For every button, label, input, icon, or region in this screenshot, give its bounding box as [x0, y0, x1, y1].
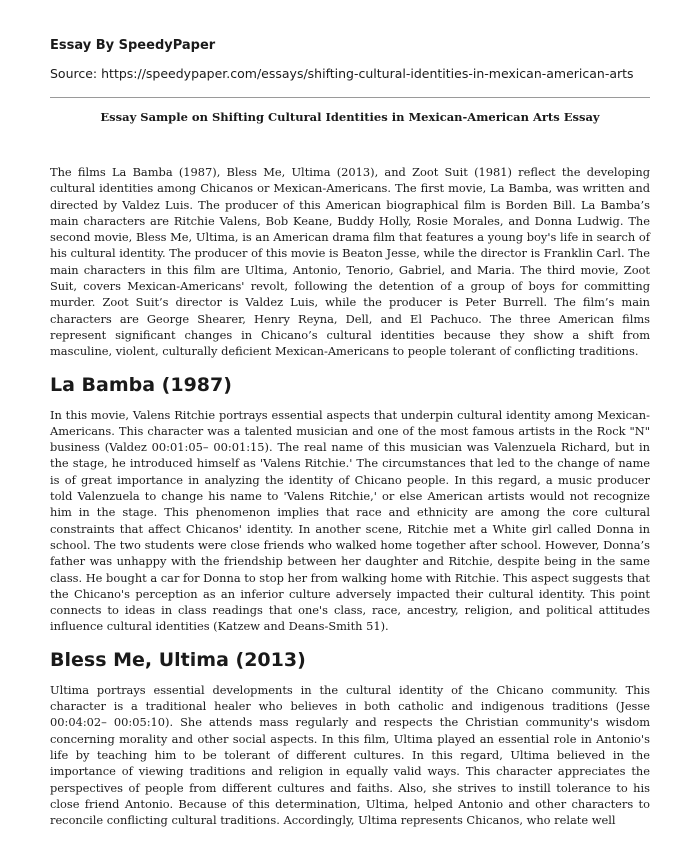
- section-heading-bless-me-ultima: Bless Me, Ultima (2013): [50, 648, 306, 671]
- section-paragraph-la-bamba: In this movie, Valens Ritchie portrays essential aspects that underpin cultural identity among Mexican-Americans. This character was a talented musician and one of the most famous artists in the Rock "N" business (Valdez 00:01:05– 00:01:15). The real name of this musician was Valenzuela Richard, but in the stage, he introduced himself as 'Valens Ritchie.' The circumstances that led to the change of name is of great importance in analyzing the identity of Chicano people. In this regard, a music producer told Valenzuela to change his name to 'Valens Ritchie,' or else American artists would not recognize him in the stage. This phenomenon implies that race and ethnicity are among the core cultural constraints that affect Chicanos' identity. In another scene, Ritchie met a White girl called Donna in school. The two students were close friends who walked home together after school. However, Donna’s father was unhappy with the friendship between her daughter and Ritchie, despite being in the same class. He bought a car for Donna to stop her from walking home with Ritchie. This aspect suggests that the Chicano's perception as an inferior culture adversely impacted their cultural identity. This point connects to ideas in class readings that one's class, race, ancestry, religion, and political attitudes influence cultural identities (Katzew and Deans-Smith 51).: [50, 407, 650, 634]
- intro-paragraph: The films La Bamba (1987), Bless Me, Ultima (2013), and Zoot Suit (1981) reflect the developing cultural identities among Chicanos or Mexican-Americans. The first movie, La Bamba, was written and directed by Valdez Luis. The producer of this American biographical film is Borden Bill. La Bamba’s main characters are Ritchie Valens, Bob Keane, Buddy Holly, Rosie Morales, and Donna Ludwig. The second movie, Bless Me, Ultima, is an American drama film that features a young boy's life in search of his cultural identity. The producer of this movie is Beaton Jesse, while the director is Franklin Carl. The main characters in this film are Ultima, Antonio, Tenorio, Gabriel, and Maria. The third movie, Zoot Suit, covers Mexican-Americans' revolt, following the detention of a group of boys for committing murder. Zoot Suit’s director is Valdez Luis, while the producer is Peter Burrell. The film’s main characters are George Shearer, Henry Reyna, Dell, and El Pachuco. The three American films represent significant changes in Chicano’s cultural identities because they show a shift from masculine, violent, culturally deficient Mexican-Americans to people tolerant of conflicting traditions.: [50, 165, 650, 359]
- divider: [50, 97, 650, 98]
- section-paragraph-bless-me-ultima: Ultima portrays essential developments in the cultural identity of the Chicano community. This character is a traditional healer who believes in both catholic and indigenous traditions (Jesse 00:04:02– 00:05:10). She attends mass regularly and respects the Christian community's wisdom concerning morality and other social aspects. In this film, Ultima played an essential role in Antonio's life by teaching him to be tolerant of different cultures. In this regard, Ultima believed in the importance of viewing traditions and religion in equally valid ways. This character appreciates the perspectives of people from different cultures and faiths. Also, she strives to instill tolerance to his close friend Antonio. Because of this determination, Ultima, helped Antonio and other characters to reconcile conflicting cultural traditions. Accordingly, Ultima represents Chicanos, who relate well: [50, 682, 650, 828]
- source-line: Source: https://speedypaper.com/essays/shifting-cultural-identities-in-mexican-american-arts: [50, 66, 634, 81]
- document-page: [50, 38, 650, 840]
- essay-title: Essay Sample on Shifting Cultural Identities in Mexican-American Arts Essay: [100, 110, 600, 124]
- essay-by-label: Essay By SpeedyPaper: [50, 38, 216, 53]
- section-heading-la-bamba: La Bamba (1987): [50, 373, 232, 396]
